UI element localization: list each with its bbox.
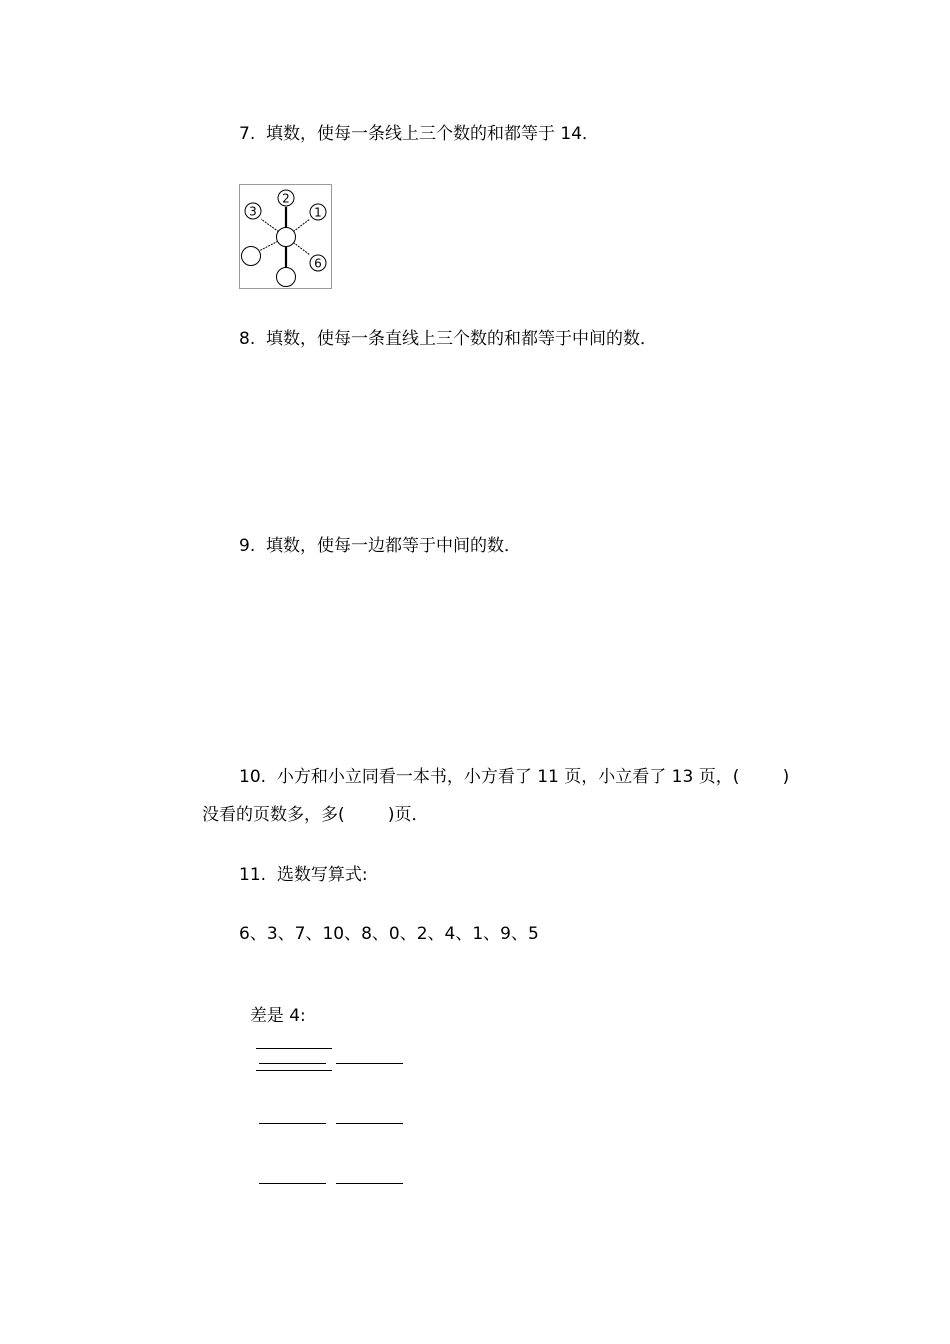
- node-lower-right: [310, 255, 326, 271]
- q9-text: 9. 填数，使每一边都等于中间的数．: [239, 536, 522, 556]
- node-bottom[interactable]: [277, 268, 296, 287]
- svg-text:2: 2: [282, 191, 290, 206]
- node-upper-right: [310, 204, 326, 220]
- q11-numbers: 6、3、7、10、8、0、2、4、1、9、5: [239, 924, 539, 944]
- diff-label: 差是 4:: [249, 1006, 306, 1026]
- answer-row: [259, 1164, 403, 1184]
- answer-blank[interactable]: [259, 1165, 326, 1184]
- answer-blank[interactable]: [336, 1045, 403, 1064]
- q10-line1: 10. 小方和小立同看一本书，小方看了 11 页，小立看了 13 页，( ): [239, 767, 790, 787]
- q11-text: 11. 选数写算式:: [239, 865, 368, 885]
- q7-text: 7. 填数，使每一条线上三个数的和都等于 14．: [239, 124, 600, 144]
- answer-blank[interactable]: [336, 1165, 403, 1184]
- answer-blank[interactable]: [259, 1045, 326, 1064]
- node-center[interactable]: [277, 228, 296, 247]
- answer-blank[interactable]: [259, 1105, 326, 1124]
- svg-text:3: 3: [249, 204, 257, 219]
- node-top: [278, 190, 294, 206]
- node-upper-left: [245, 203, 261, 219]
- answer-blank[interactable]: [336, 1105, 403, 1124]
- q10-line2: 没看的页数多，多( )页．: [202, 805, 429, 825]
- answer-row: [259, 1104, 403, 1124]
- svg-text:1: 1: [314, 205, 322, 220]
- q8-text: 8. 填数，使每一条直线上三个数的和都等于中间的数．: [239, 329, 658, 349]
- node-lower-left[interactable]: [242, 247, 261, 266]
- svg-text:6: 6: [314, 256, 322, 271]
- answer-row: [259, 1044, 403, 1064]
- q7-star-diagram: [239, 184, 332, 289]
